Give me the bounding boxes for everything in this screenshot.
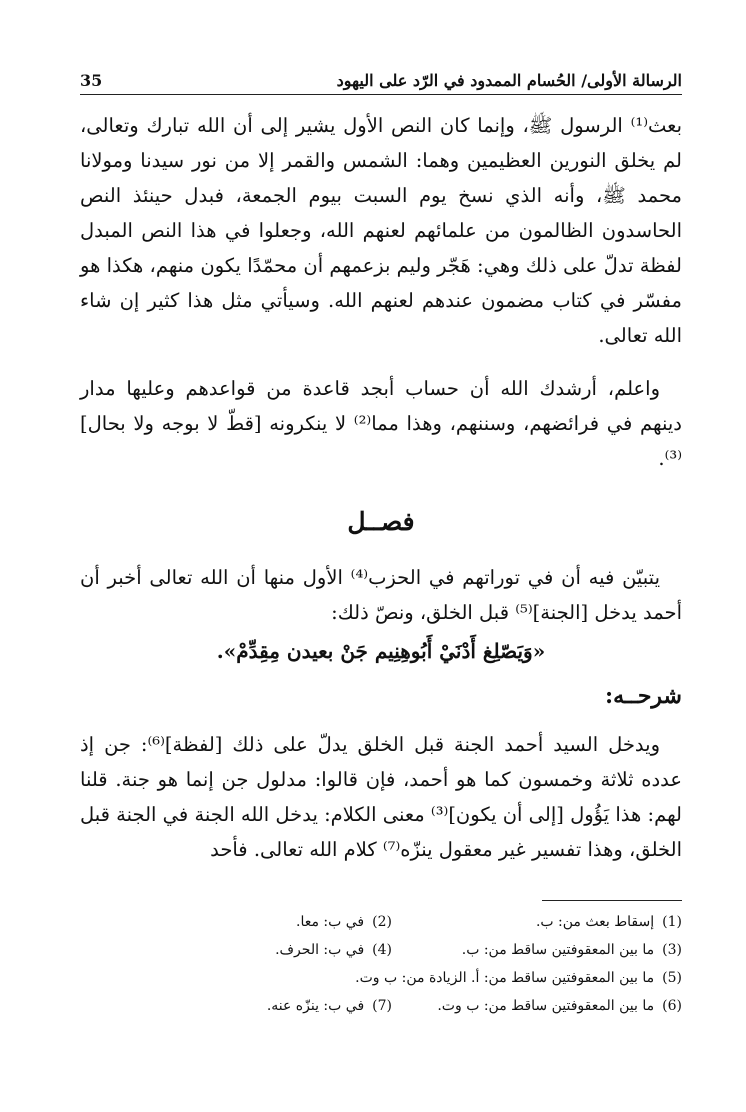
footnote: (7)في ب: ينزّه عنه.: [266, 998, 392, 1014]
paragraph-3: يتبيّن فيه أن في توراتهم في الحزب⁽⁴⁾ الأول منها أن الله تعالى أخبر أن أحمد يدخل [الجنة]⁽⁵⁾ قبل الخلق، ونصّ ذلك:: [80, 566, 682, 624]
footnote-row: [80, 992, 682, 1020]
footnote-row: [80, 964, 682, 992]
footnote: (4)في ب: الحرف.: [275, 942, 392, 958]
footnote: (1)إسقاط بعث من: ب.: [535, 914, 682, 930]
section-heading: فصــل: [347, 507, 415, 536]
paragraph-1: بعث⁽¹⁾ الرسول ﷺ، وإنما كان النص الأول يشير إلى أن الله تبارك وتعالى، لم يخلق النورين العظيمين وهما: الشمس والقمر إلا من نور سيدنا ومولانا محمد ﷺ، وأنه الذي نسخ يوم السبت بيوم الجمعة، فبدل حينئذ النص الحاسدون الظالمون من علمائهم لعنهم الله، وجعلوا في هذا النص المبدل لفظة تدلّ على ذلك وهي: هَجّر وليم بزعمهم أن محمّدًا يكون منهم، هكذا هو مفسّر في كتاب مضمون عندهم لعنهم الله. وسيأتي مثل هذا كثير إن شاء الله تعالى.: [80, 114, 682, 347]
page-header: [80, 60, 682, 95]
torah-quotation: «وَيَصّلِغ أَدْنَيْ أَبُوهِنِيم جَنْ بعيدن مِقِدِّمْ».: [216, 639, 546, 663]
commentary-heading: شرحــه:: [605, 683, 682, 709]
paragraph-4: ويدخل السيد أحمد الجنة قبل الخلق يدلّ على ذلك [لفظة]⁽⁶⁾: جن إذ عدده ثلاثة وخمسون كما هو أحمد، فإن قالوا: مدلول جن إنما هو جنة. قلنا لهم: هذا يَؤُول [إلى أن يكون]⁽³⁾ معنى الكلام: يدخل الله الجنة في الجنة قبل الخلق، وهذا تفسير غير معقول ينزّه⁽⁷⁾ كلام الله تعالى. فأحد: [80, 733, 682, 861]
footnote: (5)ما بين المعقوفتين ساقط من: أ. الزيادة من: ب وت.: [355, 970, 682, 986]
footnote: (3)ما بين المعقوفتين ساقط من: ب.: [461, 942, 682, 958]
footnote-row: [80, 908, 682, 936]
footnote-divider: [542, 900, 682, 901]
page-number: 35: [80, 71, 103, 90]
running-title: الرسالة الأولى/ الحُسام الممدود في الرّد على اليهود: [336, 71, 682, 90]
footnote: (2)في ب: معا.: [296, 914, 392, 930]
footnote: (6)ما بين المعقوفتين ساقط من: ب وت.: [437, 998, 682, 1014]
footnotes: [80, 908, 682, 1020]
footnote-row: [80, 936, 682, 964]
paragraph-2: واعلم، أرشدك الله أن حساب أبجد قاعدة من قواعدهم وعليها مدار دينهم في فرائضهم، وسننهم، وهذا مما⁽²⁾ لا ينكرونه [قطّ لا بوجه ولا بحال]⁽³⁾.: [80, 377, 682, 470]
main-text: [80, 108, 682, 867]
